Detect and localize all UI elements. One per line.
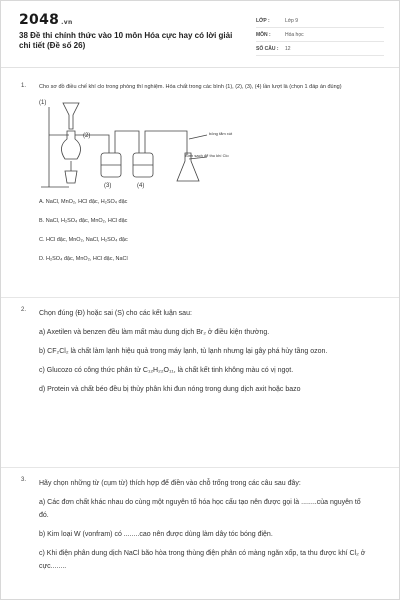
question-text: Chọn đúng (Đ) hoặc sai (S) cho các kết luận sau: — [39, 310, 192, 317]
logo-suffix: .vn — [61, 19, 73, 26]
question-text: Cho sơ đồ điều chế khí clo trong phòng thí nghiệm. Hóa chất trong các bình (1), (2), (3), (4) lần lượt là (chọn 1 đáp án đúng) — [39, 84, 342, 90]
site-logo[interactable] — [19, 12, 73, 28]
statement-d: d) Protein và chất béo đều bị thủy phân khi đun nóng trong dung dịch axit hoặc bazo — [39, 386, 301, 393]
meta-label: SỐ CÂU : — [256, 45, 279, 52]
option-c[interactable]: C. HCl đặc, MnO₂, NaCl, H₂SO₄ đặc — [39, 237, 128, 243]
label-1: (1) — [39, 100, 47, 106]
label-3: (3) — [104, 183, 112, 189]
option-b[interactable]: B. NaCl, H₂SO₄ đặc, MnO₂, HCl đặc — [39, 218, 128, 224]
statement-a: a) Axetilen và benzen đều làm mất màu dung dịch Br₂ ở điều kiện thường. — [39, 329, 270, 336]
meta-row-count — [256, 42, 384, 56]
meta-value: 12 — [285, 45, 291, 52]
question-3 — [21, 477, 371, 573]
question-text: Hãy chọn những từ (cụm từ) thích hợp để điền vào chỗ trống trong các câu sau đây: — [39, 480, 301, 487]
question-2 — [21, 307, 371, 396]
option-a[interactable]: A. NaCl, MnO₂, HCl đặc, H₂SO₄ đặc — [39, 199, 128, 205]
statement-b: b) CF₂Cl₂ là chất làm lạnh hiệu quả trong máy lạnh, tủ lạnh nhưng lại gây phá hủy tầng ozon. — [39, 348, 328, 355]
question-number: 2. — [21, 307, 27, 313]
meta-label: MÔN : — [256, 31, 271, 38]
question-number: 1. — [21, 83, 27, 89]
question-1 — [21, 83, 371, 275]
meta-row-subject — [256, 28, 384, 42]
divider — [1, 297, 400, 298]
meta-row-grade — [256, 14, 384, 28]
statement-c: c) Glucozo có công thức phân tử C₁₂H₂₂O₁₁, là chất kết tinh không màu có vị ngọt. — [39, 367, 294, 374]
chlorine-apparatus-diagram — [39, 95, 239, 191]
label-bottle: Bình sạch để thu khí Clo — [185, 153, 229, 158]
blank-b: b) Kim loại W (vonfram) có ........cao nên được dùng làm dây tóc bóng điện. — [39, 531, 273, 538]
label-2: (2) — [83, 133, 91, 139]
blank-a: a) Các đơn chất khác nhau do cùng một nguyên tố hóa học cấu tạo nên được gọi là ........của nguyên tố đó. — [39, 499, 361, 519]
divider — [1, 467, 400, 468]
page-title: 38 Đề thi chính thức vào 10 môn Hóa cực hay có lời giải chi tiết (Đề số 26) — [19, 31, 233, 50]
label-cotton: bông tẩm xút — [209, 131, 233, 136]
answer-options — [39, 199, 371, 275]
meta-label: LỚP : — [256, 17, 270, 24]
question-number: 3. — [21, 477, 27, 483]
label-4: (4) — [137, 183, 145, 189]
blank-c: c) Khi điện phân dung dịch NaCl bão hòa trong thùng điện phân có màng ngăn xốp, ta thu được khí Cl₂ ở cực........ — [39, 550, 366, 570]
meta-value: Lớp 9 — [285, 17, 299, 24]
option-d[interactable]: D. H₂SO₄ đặc, MnO₂, HCl đặc, NaCl — [39, 256, 128, 262]
logo-text: 2048 — [19, 12, 60, 28]
meta-table — [256, 14, 384, 56]
meta-value: Hóa học — [285, 31, 304, 38]
page-header — [1, 1, 399, 68]
